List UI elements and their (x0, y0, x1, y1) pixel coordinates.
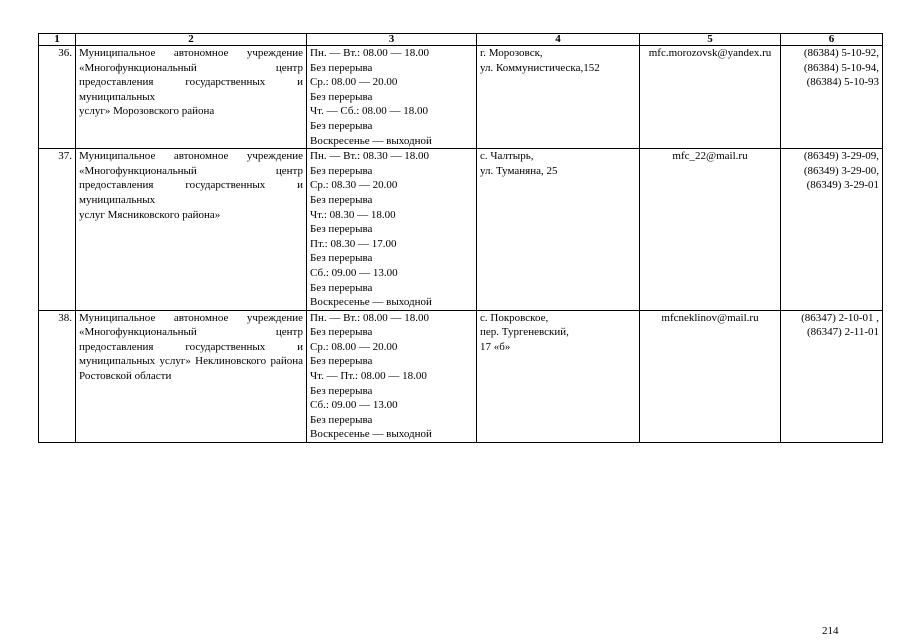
organization-name-line: центр предоставления (79, 61, 303, 89)
address (477, 310, 640, 442)
organization-name-line: центр предоставления (79, 164, 303, 192)
phone-numbers (781, 310, 883, 442)
schedule-line: Без перерыва (310, 413, 373, 426)
schedule-line: Сб.: 09.00 — 13.00 (310, 266, 398, 279)
schedule-line: Чт. — Сб.: 08.00 — 18.00 (310, 105, 429, 118)
organization-name-line: услуг Мясниковского района» (79, 208, 221, 221)
schedule-line: Воскресенье — выходной (310, 134, 432, 147)
table-row (39, 46, 883, 149)
schedule-line: Без перерыва (310, 90, 373, 103)
schedule-line: Чт. — Пт.: 08.00 — 18.00 (310, 370, 427, 383)
phone-line: (86384) 5-10-93 (806, 76, 879, 89)
col-header-5: 5 (640, 34, 781, 46)
organization-name (76, 149, 307, 311)
schedule-line: Без перерыва (310, 61, 373, 74)
organization-name-line: Муниципальное автономное (79, 150, 229, 163)
header-row (39, 34, 883, 46)
schedule-line: Ср.: 08.00 — 20.00 (310, 76, 398, 89)
schedule-line: Без перерыва (310, 164, 373, 177)
organization-name-line: Ростовской области (79, 370, 172, 383)
schedule-line: Пн. — Вт.: 08.30 — 18.00 (310, 150, 429, 163)
organization-name-line: услуг» Морозовского района (79, 105, 215, 118)
organization-name-line: учреждение «Многофункциональный (79, 311, 303, 339)
address-line: с. Покровское, (480, 311, 549, 324)
address-line: пер. Тургеневский, (480, 326, 569, 339)
phone-line: (86384) 5-10-94, (803, 61, 879, 74)
schedule-line: Без перерыва (310, 119, 373, 132)
organization-name-line: Муниципальное автономное (79, 47, 229, 59)
phone-line: (86347) 2-11-01 (807, 326, 879, 339)
mfc-table (38, 33, 883, 443)
schedule-line: Без перерыва (310, 355, 373, 368)
address (477, 46, 640, 149)
schedule-line: Сб.: 09.00 — 13.00 (310, 399, 398, 412)
schedule-line: Воскресенье — выходной (310, 428, 432, 441)
address-line: 17 «б» (480, 340, 511, 353)
working-schedule (307, 46, 477, 149)
organization-name-line: услуг» Неклиновского района (159, 355, 303, 368)
row-number: 36. (39, 46, 76, 149)
row-number: 38. (39, 310, 76, 442)
address-line: г. Морозовск, (480, 47, 543, 59)
address (477, 149, 640, 311)
organization-name-line: центр предоставления (79, 326, 303, 353)
organization-name-line: учреждение «Многофункциональный (79, 150, 303, 177)
col-header-2: 2 (76, 34, 307, 46)
page-number: 214 (822, 625, 839, 637)
email-address: mfc.morozovsk@yandex.ru (640, 46, 781, 149)
schedule-line: Ср.: 08.30 — 20.00 (310, 179, 398, 192)
working-schedule (307, 310, 477, 442)
phone-line: (86349) 3-29-01 (806, 179, 879, 192)
phone-line: (86349) 3-29-00, (803, 164, 879, 177)
schedule-line: Без перерыва (310, 193, 373, 206)
schedule-line: Пн. — Вт.: 08.00 — 18.00 (310, 47, 429, 59)
phone-numbers (781, 149, 883, 311)
address-line: ул. Коммунистическа,152 (480, 61, 600, 74)
phone-line: (86349) 3-29-09, (803, 150, 879, 163)
phone-line: (86384) 5-10-92, (803, 47, 879, 59)
schedule-line: Чт.: 08.30 — 18.00 (310, 208, 396, 221)
organization-name-line: государственных и муниципальных (79, 76, 303, 103)
schedule-line: Пт.: 08.30 — 17.00 (310, 237, 397, 250)
schedule-line: Без перерыва (310, 281, 373, 294)
working-schedule (307, 149, 477, 311)
schedule-line: Ср.: 08.00 — 20.00 (310, 340, 398, 353)
col-header-4: 4 (477, 34, 640, 46)
row-number: 37. (39, 149, 76, 311)
organization-name-line: государственных и муниципальных (79, 340, 303, 368)
organization-name (76, 46, 307, 149)
col-header-6: 6 (781, 34, 883, 46)
col-header-1: 1 (39, 34, 76, 46)
schedule-line: Пн. — Вт.: 08.00 — 18.00 (310, 311, 429, 324)
table-row (39, 310, 883, 442)
email-address: mfcneklinov@mail.ru (640, 310, 781, 442)
schedule-line: Без перерыва (310, 384, 373, 397)
address-line: ул. Туманяна, 25 (480, 164, 558, 177)
organization-name-line: государственных и муниципальных (79, 179, 303, 206)
organization-name (76, 310, 307, 442)
schedule-line: Без перерыва (310, 326, 373, 339)
col-header-3: 3 (307, 34, 477, 46)
schedule-line: Без перерыва (310, 223, 373, 236)
schedule-line: Воскресенье — выходной (310, 296, 432, 309)
address-line: с. Чалтырь, (480, 150, 534, 163)
table-row (39, 149, 883, 311)
phone-numbers (781, 46, 883, 149)
schedule-line: Без перерыва (310, 252, 373, 265)
organization-name-line: учреждение «Многофункциональный (79, 47, 303, 74)
email-address: mfc_22@mail.ru (640, 149, 781, 311)
organization-name-line: Муниципальное автономное (79, 311, 229, 324)
phone-line: (86347) 2-10-01 , (801, 311, 879, 324)
